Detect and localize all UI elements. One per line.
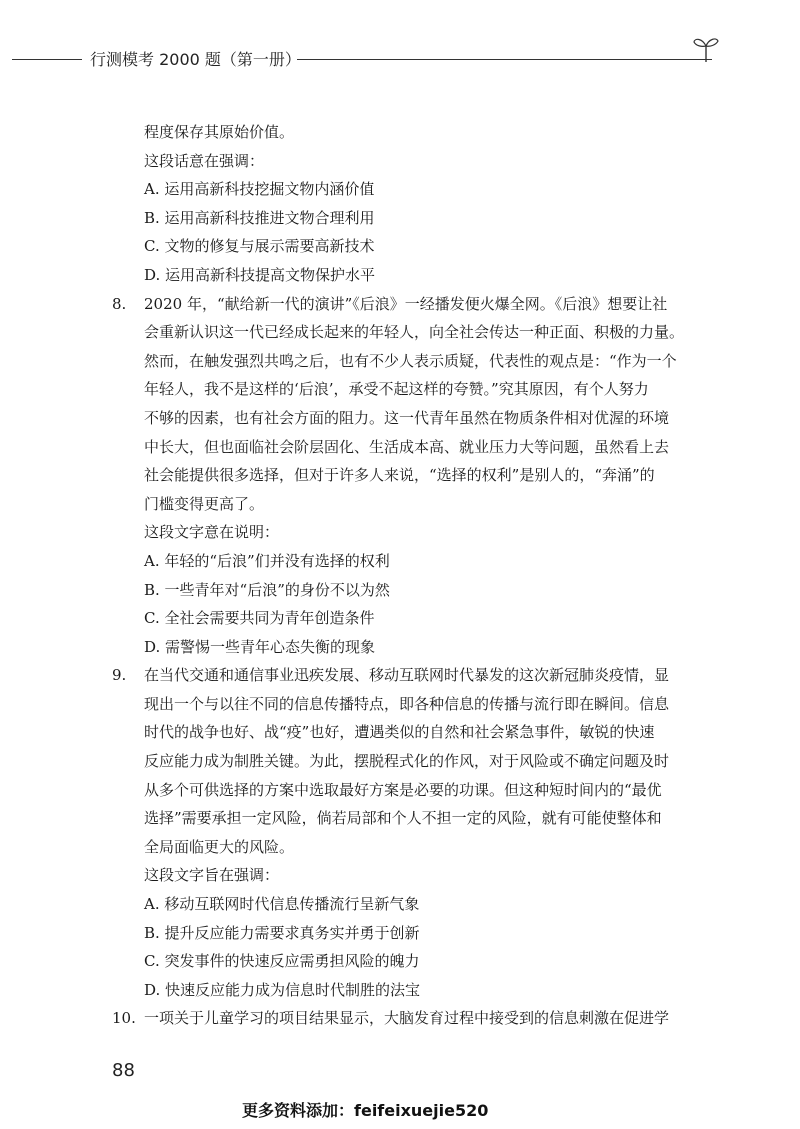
question-10 bbox=[112, 1004, 712, 1033]
option-d: D. 运用高新科技提高文物保护水平 bbox=[144, 265, 376, 284]
passage-line: 从多个可供选择的方案中选取最好方案是必要的功课。但这种短时间内的“最优 bbox=[144, 780, 662, 799]
passage-line: 现出一个与以往不同的信息传播特点，即各种信息的传播与流行即在瞬间。信息 bbox=[144, 694, 670, 713]
option-d: D. 需警惕一些青年心态失衡的现象 bbox=[144, 637, 376, 656]
option-c: C. 突发事件的快速反应需勇担风险的魄力 bbox=[144, 952, 420, 971]
book-title: 行测模考 2000 题（第一册） bbox=[90, 50, 301, 69]
sprout-icon bbox=[692, 34, 720, 64]
question-number: 10. bbox=[112, 1009, 136, 1028]
option-b: B. 一些青年对“后浪”的身份不以为然 bbox=[144, 580, 390, 599]
question-prompt: 这段文字旨在强调： bbox=[144, 866, 280, 885]
passage-line: 全局面临更大的风险。 bbox=[144, 837, 295, 856]
option-a: A. 运用高新科技挖掘文物内涵价值 bbox=[144, 180, 375, 199]
passage-line: 2020 年，“献给新一代的演讲”《后浪》一经播发便火爆全网。《后浪》想要让社 bbox=[144, 294, 668, 313]
passage-line: 年轻人，我不是这样的‘后浪’，承受不起这样的夸赞。”究其原因，有个人努力 bbox=[144, 380, 649, 399]
question-passage bbox=[144, 661, 712, 861]
header-rule-right bbox=[297, 59, 712, 60]
header-rule-left bbox=[12, 59, 82, 60]
question-prompt: 这段文字意在说明： bbox=[144, 523, 280, 542]
passage-line: 会重新认识这一代已经成长起来的年轻人，向全社会传达一种正面、积极的力量。 bbox=[144, 323, 685, 342]
passage-line: 反应能力成为制胜关键。为此，摆脱程式化的作风，对于风险或不确定问题及时 bbox=[144, 752, 670, 771]
passage-line: 中长大，但也面临社会阶层固化、生活成本高、就业压力大等问题，虽然看上去 bbox=[144, 437, 670, 456]
passage-tail: 程度保存其原始价值。 bbox=[144, 123, 295, 141]
passage-line: 门槛变得更高了。 bbox=[144, 494, 265, 513]
option-c: C. 全社会需要共同为青年创造条件 bbox=[144, 609, 375, 628]
question-9 bbox=[112, 661, 712, 861]
passage-line: 选择”需要承担一定风险，倘若局部和个人不担一定的风险，就有可能使整体和 bbox=[144, 809, 662, 828]
question-prompt: 这段话意在强调： bbox=[144, 151, 265, 170]
passage-line: 社会能提供很多选择，但对于许多人来说，“选择的权利”是别人的，“奔涌”的 bbox=[144, 466, 655, 485]
option-a: A. 年轻的“后浪”们并没有选择的权利 bbox=[144, 551, 390, 570]
passage-line: 一项关于儿童学习的项目结果显示，大脑发育过程中接受到的信息刺激在促进学 bbox=[144, 1009, 670, 1028]
option-a: A. 移动互联网时代信息传播流行呈新气象 bbox=[144, 895, 420, 914]
option-b: B. 提升反应能力需要求真务实并勇于创新 bbox=[144, 923, 420, 942]
page-number: 88 bbox=[112, 1060, 135, 1081]
question-number: 9. bbox=[112, 666, 127, 685]
option-b: B. 运用高新科技推进文物合理利用 bbox=[144, 208, 375, 227]
passage-line: 时代的战争也好、战“疫”也好，遭遇类似的自然和社会紧急事件，敏锐的快速 bbox=[144, 723, 655, 742]
question-passage bbox=[144, 290, 712, 519]
question-passage bbox=[144, 1004, 712, 1033]
running-header bbox=[12, 46, 732, 72]
passage-line: 不够的因素，也有社会方面的阻力。这一代青年虽然在物质条件相对优渥的环境 bbox=[144, 408, 670, 427]
option-c: C. 文物的修复与展示需要高新技术 bbox=[144, 237, 375, 256]
option-d: D. 快速反应能力成为信息时代制胜的法宝 bbox=[144, 980, 421, 999]
question-8 bbox=[112, 290, 712, 519]
passage-line: 在当代交通和通信事业迅疾发展、移动互联网时代暴发的这次新冠肺炎疫情，显 bbox=[144, 666, 670, 685]
passage-line: 然而，在触发强烈共鸣之后，也有不少人表示质疑，代表性的观点是：“作为一个 bbox=[144, 351, 677, 370]
question-number: 8. bbox=[112, 294, 127, 313]
page-content bbox=[112, 118, 712, 1033]
footer-contact-note: 更多资料添加：feifeixuejie520 bbox=[242, 1101, 489, 1120]
